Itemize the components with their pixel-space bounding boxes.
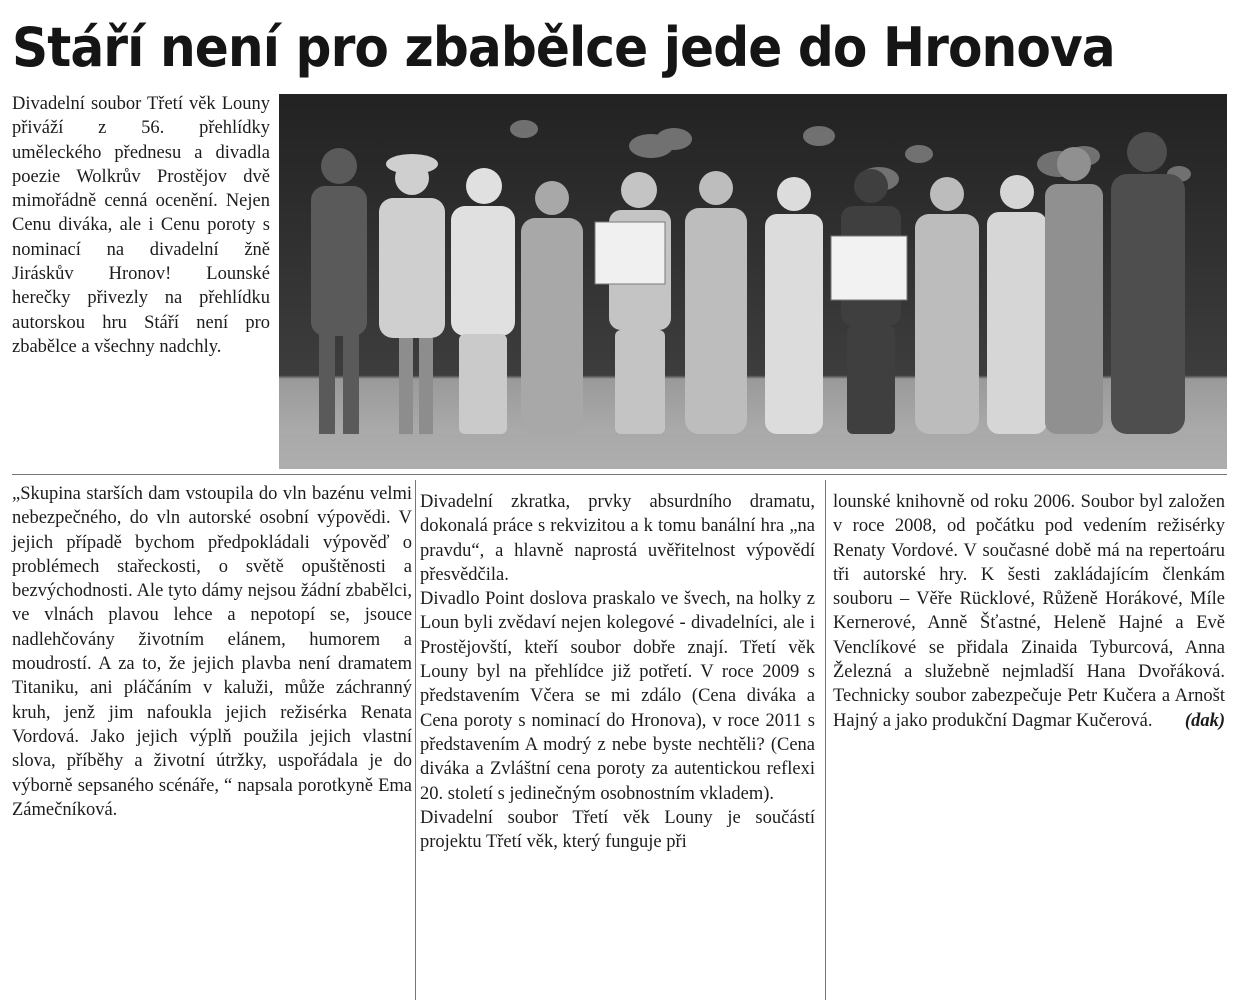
column-divider-2 <box>825 480 826 1000</box>
group-photo <box>279 94 1227 469</box>
middle-column-paragraph-2: Divadlo Point doslova praskalo ve švech, na holky z Loun byli zvědaví nejen kolegové - divadelníci, ale i Prostějovští, kteří soubor dobře znají. Třetí věk Louny byl na přehlídce již potřetí. V roce 2009 s představením Včera se mi zdálo (Cena diváka a Cena poroty s nominací do Hronova), v roce 2011 s představením A modrý z nebe byste nechtěli? (Cena diváka a Zvláštní cena poroty za autentickou reflexi 20. století s jedinečným osobnostním vkladem). <box>420 589 815 804</box>
intro-paragraph: Divadelní soubor Třetí věk Louny přiváží z 56. přehlídky uměleckého přednesu a divadla poezie Wolkrův Prostějov dvě mimořádně cenná ocenění. Nejen Cenu diváka, ale i Cenu poroty s nominací na divadelní žně Jiráskův Hronov! Lounské herečky přivezly na přehlídku autorskou hru Stáří není pro zbabělce a všechny nadchly. <box>12 94 270 357</box>
middle-column-paragraph-3: Divadelní soubor Třetí věk Louny je součástí projektu Třetí věk, který funguje při <box>420 807 815 853</box>
middle-column <box>420 490 815 854</box>
right-column-text <box>833 490 1225 733</box>
middle-column-paragraph-1: Divadelní zkratka, prvky absurdního dramatu, dokonalá práce s rekvizitou a k tomu banální hra „na pravdu“, a hlavně naprostá uvěřitelnost výpovědí přesvědčila. <box>420 492 815 585</box>
author-initials: (dak) <box>1184 710 1225 731</box>
photo-bottom-rule <box>12 474 1227 475</box>
group-photo-illustration <box>279 94 1227 469</box>
intro-column <box>12 92 270 359</box>
column-divider-1 <box>415 480 416 1000</box>
left-column-text: „Skupina starších dam vstoupila do vln bazénu velmi nebezpečného, do vln autorské osobní výpovědi. V jejich případě bychom předpokládali výpověď o problémech stařeckosti, o světě opuštěnosti a bezvýchodnosti. Ale tyto dámy nejsou žádní zbabělci, ve vlnách plavou lehce a nepotopí se, jsouce nadlehčovány životním elánem, humorem a moudrostí. A za to, že jejich plavba není dramatem Titaniku, ani pláčáním v kaluži, může záchranný kruh, jenž jim nafoukla jejich režisérka Renata Vordová. Jako jejich výplň použila jejich vlastní slova, příběhy a životní útržky, uspořádala je do výborně sepsaného scénáře, “ napsala porotkyně Ema Zámečníková. <box>12 484 412 820</box>
right-column-body: lounské knihovně od roku 2006. Soubor byl založen v roce 2008, od počátku pod vedením režisérky Renaty Vordové. V současné době má na repertoáru tři autorské hry. K šesti zakládajícím členkám souboru – Věře Rücklové, Růženě Horákové, Míle Kernerové, Anně Šťastné, Heleně Hajné a Evě Venclíkové se přidala Zinaida Tyburcová, Anna Železná a služebně nejmladší Hana Dvořáková. Technicky soubor zabezpečuje Petr Kučera a Arnošt Hajný a jako produkční Dagmar Kučerová. <box>833 492 1225 731</box>
headline: Stáří není pro zbabělce jede do Hronova <box>12 16 1115 79</box>
left-column <box>12 482 412 822</box>
right-column <box>833 490 1225 733</box>
